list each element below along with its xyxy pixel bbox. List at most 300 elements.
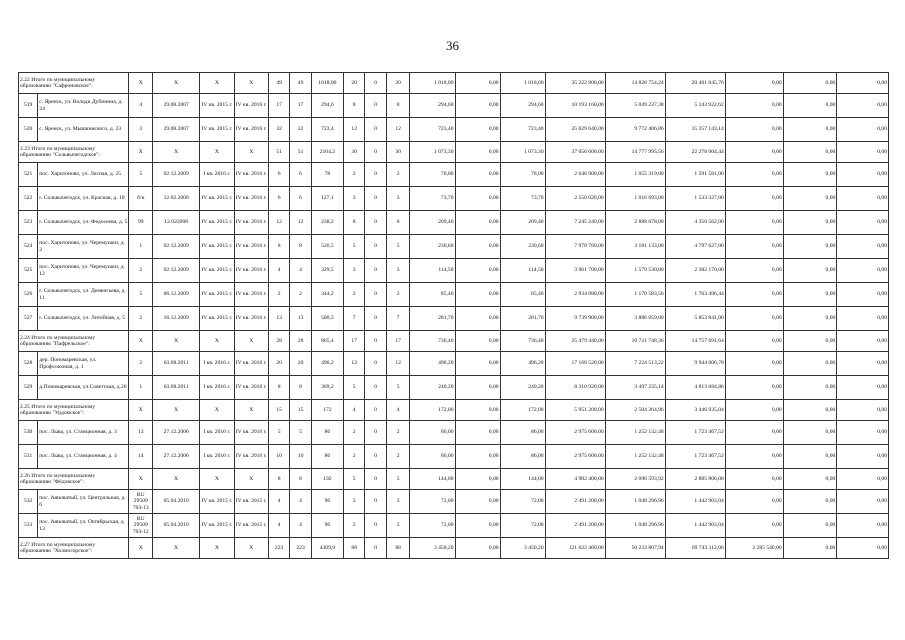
table-cell: 531: [19, 445, 38, 469]
table-cell: 4: [268, 514, 289, 538]
table-cell: 0: [365, 142, 386, 163]
table-cell: 0,00: [783, 211, 837, 235]
table-cell: пос. Аяноватый, ул. Центральная, д. 6: [38, 490, 129, 514]
table-cell: 533: [19, 514, 38, 538]
table-cell: 10 193 160,00: [545, 94, 605, 118]
table-cell: 3: [343, 490, 364, 514]
table-cell: 8: [268, 376, 289, 400]
table-cell: 0: [365, 211, 386, 235]
table-cell: 8 310 920,00: [545, 376, 605, 400]
table-cell: 230,60: [500, 235, 545, 259]
table-cell: 329,5: [311, 259, 343, 283]
table-cell: RU 29509 703-13: [129, 490, 153, 514]
table-cell: 20: [343, 73, 364, 94]
table-cell: 524: [19, 235, 38, 259]
table-cell: 209,40: [410, 211, 455, 235]
table-cell: 0: [365, 118, 386, 142]
table-cell: X: [129, 331, 153, 352]
table-cell: 15: [290, 400, 311, 421]
table-cell: 0,00: [837, 331, 889, 352]
table-cell: 1 170 583,56: [605, 283, 665, 307]
table-cell: I кв. 2016 г.: [200, 445, 234, 469]
table-cell: 0,00: [783, 163, 837, 187]
table-cell: I кв. 2016 г.: [200, 352, 234, 376]
table-cell: IV кв. 2016 г.: [234, 163, 268, 187]
table-cell: X: [200, 469, 234, 490]
subtotal-row: [19, 400, 889, 421]
table-cell: 0,00: [837, 142, 889, 163]
table-cell: 0,00: [455, 118, 500, 142]
table-cell: IV кв. 2016 г.: [234, 376, 268, 400]
table-cell: 2: [386, 445, 410, 469]
table-cell: 02.12.2009: [153, 235, 200, 259]
table-cell: 5: [129, 163, 153, 187]
table-row: [19, 163, 889, 187]
table-cell: X: [200, 400, 234, 421]
table-cell: 0,00: [783, 118, 837, 142]
table-cell: 0,00: [725, 400, 783, 421]
table-cell: 72,00: [500, 490, 545, 514]
table-cell: 2164,2: [311, 142, 343, 163]
table-row: [19, 187, 889, 211]
table-cell: 1 073,30: [500, 142, 545, 163]
table-cell: X: [234, 469, 268, 490]
table-cell: 2 888 678,00: [605, 211, 665, 235]
table-cell: X: [129, 73, 153, 94]
table-cell: 0,00: [455, 376, 500, 400]
table-cell: 2.27 Итого по муниципальному образованию "Холмогорское":: [19, 538, 129, 559]
table-cell: 17: [290, 94, 311, 118]
table-cell: 2: [129, 259, 153, 283]
table-cell: 723,40: [500, 118, 545, 142]
table-cell: 1 579 530,00: [605, 259, 665, 283]
table-cell: 9 739 900,00: [545, 307, 605, 331]
table-cell: 0: [365, 331, 386, 352]
table-cell: X: [234, 538, 268, 559]
table-cell: 13: [290, 307, 311, 331]
table-cell: 0,00: [837, 94, 889, 118]
table-cell: 2: [343, 421, 364, 445]
table-cell: 86,00: [410, 421, 455, 445]
table-cell: 30: [343, 142, 364, 163]
table-cell: 27.12.2006: [153, 421, 200, 445]
table-cell: 1 073,30: [410, 142, 455, 163]
table-cell: 4 813 684,86: [665, 376, 725, 400]
table-cell: X: [200, 538, 234, 559]
table-cell: 3 181 133,00: [605, 235, 665, 259]
table-cell: 1 442 903,04: [665, 490, 725, 514]
table-cell: 4: [129, 94, 153, 118]
table-cell: 0: [365, 352, 386, 376]
table-cell: X: [153, 538, 200, 559]
table-cell: 0,00: [783, 235, 837, 259]
table-cell: 0: [365, 94, 386, 118]
table-cell: 0: [365, 187, 386, 211]
table-cell: 85,40: [410, 283, 455, 307]
table-cell: 5: [129, 283, 153, 307]
table-cell: 0,00: [837, 538, 889, 559]
table-cell: 1: [129, 376, 153, 400]
table-cell: 7 978 760,00: [545, 235, 605, 259]
table-cell: IV кв. 2015 г.: [200, 307, 234, 331]
table-cell: 192: [311, 469, 343, 490]
table-cell: 1: [129, 235, 153, 259]
table-cell: 73,70: [500, 187, 545, 211]
table-cell: 2: [343, 283, 364, 307]
table-cell: 5: [343, 376, 364, 400]
table-cell: 2 550 020,00: [545, 187, 605, 211]
table-row: [19, 118, 889, 142]
table-cell: 0,00: [725, 352, 783, 376]
table-cell: X: [153, 469, 200, 490]
table-cell: IV кв. 2015 г.: [234, 490, 268, 514]
table-cell: г. Сольвычегодск, ул. Литейная, д. 5: [38, 307, 129, 331]
table-cell: г. Сольвычегодск, ул. Федосеева, д. 5: [38, 211, 129, 235]
table-cell: 5: [386, 469, 410, 490]
table-cell: X: [153, 142, 200, 163]
table-cell: 0,00: [783, 283, 837, 307]
table-cell: 127,1: [311, 187, 343, 211]
table-cell: 37 056 600,00: [545, 142, 605, 163]
table-cell: X: [153, 331, 200, 352]
table-cell: 0: [365, 400, 386, 421]
table-cell: 0,00: [455, 400, 500, 421]
table-cell: 12: [386, 118, 410, 142]
table-cell: 2.24 Итого по муниципальному образованию "Пафрельское":: [19, 331, 129, 352]
table-cell: 0,00: [837, 73, 889, 94]
table-cell: 13: [129, 421, 153, 445]
table-cell: I кв. 2016 г.: [200, 376, 234, 400]
table-cell: 369,2: [311, 376, 343, 400]
table-cell: 49: [290, 73, 311, 94]
program-table: [18, 72, 889, 559]
table-cell: 0,00: [725, 469, 783, 490]
table-cell: 2.23 Итого по муниципальному образованию "Сольвычегодское":: [19, 142, 129, 163]
table-cell: 1 442 903,04: [665, 514, 725, 538]
table-cell: 223: [290, 538, 311, 559]
table-cell: 281,70: [410, 307, 455, 331]
table-cell: IV кв. 2015 г.: [200, 235, 234, 259]
table-cell: 172,00: [500, 400, 545, 421]
table-cell: 22 278 604,44: [665, 142, 725, 163]
table-cell: 2: [129, 352, 153, 376]
table-cell: 0,00: [455, 514, 500, 538]
table-cell: 05.04.2010: [153, 490, 200, 514]
table-cell: 96: [311, 490, 343, 514]
table-cell: 86,00: [410, 445, 455, 469]
table-cell: IV кв. 2016 г.: [234, 259, 268, 283]
table-cell: 4: [268, 259, 289, 283]
table-cell: 12: [386, 352, 410, 376]
table-cell: 14: [129, 445, 153, 469]
table-cell: 2 382 170,00: [665, 259, 725, 283]
table-cell: 29.08.2007: [153, 118, 200, 142]
table-row: [19, 490, 889, 514]
table-cell: 0,00: [783, 187, 837, 211]
table-cell: 0,00: [455, 235, 500, 259]
table-cell: 1 723 467,52: [665, 445, 725, 469]
table-cell: 6: [268, 163, 289, 187]
table-cell: 0,00: [455, 490, 500, 514]
table-cell: 0,00: [455, 445, 500, 469]
table-cell: 723,4: [311, 118, 343, 142]
table-cell: 03.08.2011: [153, 376, 200, 400]
table-cell: 35 222 800,00: [545, 73, 605, 94]
table-cell: 525: [19, 259, 38, 283]
table-row: [19, 307, 889, 331]
table-cell: 3 450,20: [410, 538, 455, 559]
table-cell: 230,60: [410, 235, 455, 259]
table-cell: 0,00: [783, 538, 837, 559]
table-cell: IV кв. 2015 г.: [234, 514, 268, 538]
page-number: 36: [446, 38, 459, 53]
table-cell: 2 934 080,00: [545, 283, 605, 307]
table-cell: 500,5: [311, 307, 343, 331]
table-cell: 0,00: [837, 421, 889, 445]
table-cell: с. Яренск, ул. Мышкинского, д. 23: [38, 118, 129, 142]
table-cell: IV кв. 2015 г.: [200, 211, 234, 235]
table-cell: 0,00: [837, 400, 889, 421]
table-cell: 0,00: [725, 235, 783, 259]
table-cell: 3: [343, 187, 364, 211]
table-cell: 6: [290, 187, 311, 211]
table-cell: IV кв. 2016 г.: [234, 235, 268, 259]
table-cell: 0,00: [837, 163, 889, 187]
table-cell: I кв. 2016 г.: [200, 163, 234, 187]
table-cell: 519: [19, 94, 38, 118]
table-row: [19, 211, 889, 235]
table-cell: 0,00: [783, 469, 837, 490]
table-row: [19, 514, 889, 538]
table-cell: 0,00: [783, 376, 837, 400]
table-cell: IV кв. 2016 г.: [234, 421, 268, 445]
table-cell: 1 048 296,96: [605, 514, 665, 538]
table-cell: 0,00: [837, 235, 889, 259]
table-cell: 5 049 237,38: [605, 94, 665, 118]
table-cell: 1 016 693,00: [605, 187, 665, 211]
table-cell: 15: [268, 400, 289, 421]
table-cell: 0: [365, 259, 386, 283]
table-cell: 0: [365, 421, 386, 445]
table-cell: 5 853 841,00: [665, 307, 725, 331]
table-cell: 49: [268, 73, 289, 94]
table-cell: 526: [19, 283, 38, 307]
table-cell: 7: [343, 307, 364, 331]
table-cell: 15 257 143,14: [665, 118, 725, 142]
table-cell: 20: [268, 352, 289, 376]
table-cell: 12: [343, 118, 364, 142]
table-cell: 72,00: [500, 514, 545, 538]
table-cell: 0,00: [783, 307, 837, 331]
table-cell: 14 828 754,24: [605, 73, 665, 94]
table-cell: 0: [365, 163, 386, 187]
table-cell: б/н: [129, 187, 153, 211]
table-cell: 2: [343, 163, 364, 187]
table-cell: 4 982 400,00: [545, 469, 605, 490]
table-cell: 0,00: [837, 118, 889, 142]
table-cell: I кв. 2016 г.: [200, 421, 234, 445]
table-cell: 3: [386, 259, 410, 283]
table-cell: 736,40: [410, 331, 455, 352]
table-cell: X: [200, 142, 234, 163]
table-cell: 9 944 006,78: [665, 352, 725, 376]
table-cell: 529: [19, 376, 38, 400]
table-cell: 4 797 627,00: [665, 235, 725, 259]
table-cell: 496,20: [500, 352, 545, 376]
table-cell: 8: [386, 211, 410, 235]
table-cell: 7 245 240,00: [545, 211, 605, 235]
table-row: [19, 421, 889, 445]
table-cell: 0,00: [725, 259, 783, 283]
table-cell: X: [129, 142, 153, 163]
table-cell: 240,20: [410, 376, 455, 400]
table-cell: 0,00: [725, 283, 783, 307]
table-cell: IV кв. 2016 г.: [234, 211, 268, 235]
table-cell: 0: [365, 307, 386, 331]
table-cell: 2: [129, 307, 153, 331]
table-cell: 8: [268, 235, 289, 259]
table-cell: X: [234, 331, 268, 352]
table-cell: 32: [290, 118, 311, 142]
table-cell: 3: [386, 490, 410, 514]
table-cell: 72,00: [410, 514, 455, 538]
table-cell: 10: [268, 445, 289, 469]
table-cell: 5 143 922,62: [665, 94, 725, 118]
table-cell: 2: [386, 514, 410, 538]
table-cell: 3 450,20: [500, 538, 545, 559]
table-cell: 2 646 900,00: [545, 163, 605, 187]
table-cell: 3: [343, 259, 364, 283]
table-cell: 0,00: [725, 421, 783, 445]
table-cell: 496,20: [410, 352, 455, 376]
table-cell: 294,60: [500, 94, 545, 118]
table-cell: 0,00: [725, 163, 783, 187]
table-cell: 0,00: [783, 400, 837, 421]
subtotal-row: [19, 331, 889, 352]
table-cell: 0: [365, 376, 386, 400]
table-cell: 496,2: [311, 352, 343, 376]
table-cell: 2 885 806,08: [665, 469, 725, 490]
table-cell: 8: [290, 376, 311, 400]
table-cell: 2 285 540,00: [725, 538, 783, 559]
table-row: [19, 352, 889, 376]
table-cell: 0,00: [455, 307, 500, 331]
table-cell: пос. Харитоново, ул. Черемушки, д. 2: [38, 235, 129, 259]
subtotal-row: [19, 469, 889, 490]
table-cell: 2: [386, 283, 410, 307]
table-cell: 14 777 995,56: [605, 142, 665, 163]
table-cell: 51: [290, 142, 311, 163]
table-cell: 0,00: [455, 352, 500, 376]
table-cell: 8: [386, 94, 410, 118]
table-cell: 0,00: [837, 445, 889, 469]
table-cell: 78: [311, 163, 343, 187]
table-cell: 865,4: [311, 331, 343, 352]
table-cell: 7: [386, 307, 410, 331]
table-cell: 0,00: [455, 94, 500, 118]
table-cell: 0,00: [725, 445, 783, 469]
table-cell: X: [153, 400, 200, 421]
table-cell: 530: [19, 421, 38, 445]
table-cell: 0,00: [455, 211, 500, 235]
table-cell: RU 29509 703-12: [129, 514, 153, 538]
table-cell: 86: [311, 421, 343, 445]
table-cell: 1 252 132,48: [605, 445, 665, 469]
table-cell: 1 763 496,44: [665, 283, 725, 307]
table-cell: X: [234, 142, 268, 163]
table-cell: 114,50: [500, 259, 545, 283]
table-cell: г. Сольвычегодск, ул. Красная, д. 10: [38, 187, 129, 211]
table-cell: 8: [290, 235, 311, 259]
table-cell: 02.12.2009: [153, 259, 200, 283]
table-cell: 0,00: [455, 73, 500, 94]
table-cell: 5: [268, 421, 289, 445]
table-cell: 10 721 748,36: [605, 331, 665, 352]
table-cell: 0,00: [725, 94, 783, 118]
table-cell: X: [200, 331, 234, 352]
table-cell: 0,00: [725, 307, 783, 331]
table-cell: 0,00: [725, 331, 783, 352]
table-cell: 0,00: [455, 187, 500, 211]
table-cell: 12: [343, 352, 364, 376]
subtotal-row: [19, 73, 889, 94]
table-cell: 114,50: [410, 259, 455, 283]
table-cell: 172: [311, 400, 343, 421]
table-cell: 86,00: [500, 445, 545, 469]
table-cell: 5: [343, 469, 364, 490]
table-cell: 8: [268, 469, 289, 490]
table-cell: 0,00: [783, 421, 837, 445]
table-cell: 1 055 319,00: [605, 163, 665, 187]
table-cell: 29.08.2007: [153, 94, 200, 118]
table-cell: 28: [290, 331, 311, 352]
table-cell: 2 504 264,96: [605, 400, 665, 421]
table-cell: 0,00: [725, 73, 783, 94]
table-cell: 0,00: [837, 283, 889, 307]
table-cell: 10: [290, 445, 311, 469]
table-cell: 528: [19, 352, 38, 376]
table-cell: 0,00: [725, 514, 783, 538]
table-cell: 0,00: [837, 211, 889, 235]
table-cell: 4: [268, 490, 289, 514]
table-cell: 0: [365, 514, 386, 538]
table-cell: 0,00: [783, 490, 837, 514]
table-cell: 20: [290, 352, 311, 376]
table-cell: 8: [343, 94, 364, 118]
table-cell: 2: [343, 445, 364, 469]
table-cell: 0: [365, 490, 386, 514]
table-row: [19, 235, 889, 259]
table-cell: IV кв. 2015 г.: [200, 490, 234, 514]
table-cell: IV кв. 2015 г.: [200, 514, 234, 538]
table-cell: 0,00: [783, 142, 837, 163]
table-cell: 20 401 045,76: [665, 73, 725, 94]
table-cell: X: [129, 400, 153, 421]
table-cell: 6: [290, 163, 311, 187]
table-cell: 14 757 691,64: [665, 331, 725, 352]
table-cell: 1 591 581,00: [665, 163, 725, 187]
table-cell: 209,40: [500, 211, 545, 235]
table-cell: 3: [386, 187, 410, 211]
table-cell: дер. Пономаревская, ул. Профсоюзная, д. 1: [38, 352, 129, 376]
table-cell: 4 356 562,00: [665, 211, 725, 235]
table-cell: IV кв. 2016 г.: [234, 187, 268, 211]
table-cell: 172,00: [410, 400, 455, 421]
table-cell: 4: [386, 400, 410, 421]
table-cell: г. Сольвычегодск, ул. Деменгьева, д. 11: [38, 283, 129, 307]
table-cell: 144,00: [500, 469, 545, 490]
table-cell: 0: [365, 469, 386, 490]
